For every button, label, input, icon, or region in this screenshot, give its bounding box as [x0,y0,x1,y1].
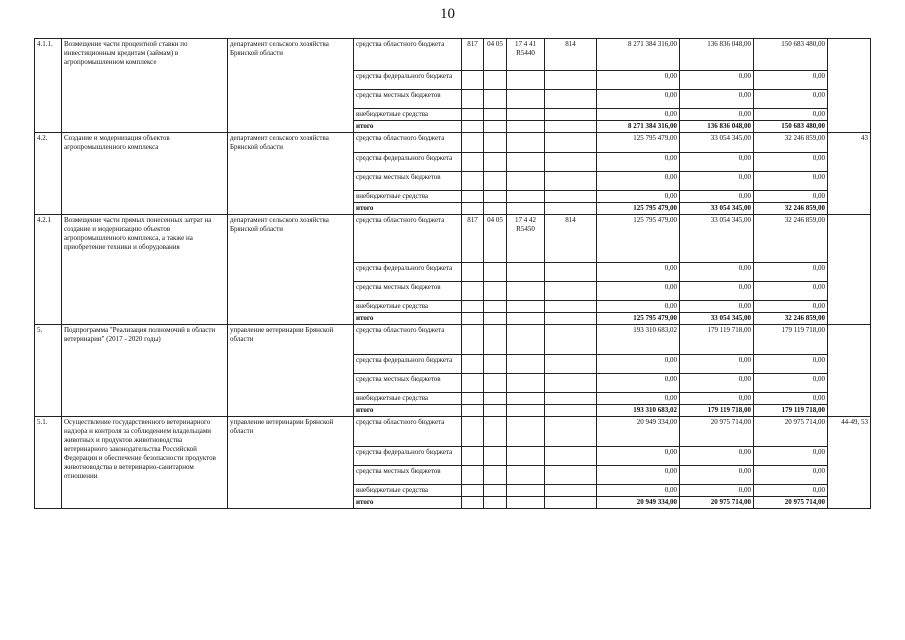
amount-cell: 0,00 [597,90,680,109]
code-cell [507,355,545,374]
code-cell [462,282,484,301]
code-cell [462,301,484,313]
code-cell: 17 4 42 R5450 [507,215,545,263]
amount-cell: 0,00 [680,191,754,203]
amount-cell: 8 271 384 316,00 [597,39,680,71]
code-cell [545,313,597,325]
code-cell [462,466,484,485]
code-cell [507,191,545,203]
amount-cell: 179 119 718,00 [754,325,828,355]
amount-cell: 32 246 859,00 [754,203,828,215]
code-cell [462,153,484,172]
code-cell [484,282,507,301]
code-cell [462,405,484,417]
table-row [35,417,871,447]
code-cell [484,203,507,215]
amount-cell: 0,00 [597,191,680,203]
code-cell [507,405,545,417]
amount-cell: 179 119 718,00 [754,405,828,417]
amount-cell: 125 795 479,00 [597,215,680,263]
funding-source-cell: средства местных бюджетов [354,90,462,109]
code-cell [484,301,507,313]
code-cell [507,417,545,447]
code-cell [462,355,484,374]
code-cell [484,191,507,203]
amount-cell: 0,00 [597,485,680,497]
code-cell [545,355,597,374]
amount-cell: 0,00 [754,485,828,497]
amount-cell: 125 795 479,00 [597,133,680,153]
code-cell [462,191,484,203]
funding-source-cell: средства областного бюджета [354,39,462,71]
amount-cell: 0,00 [754,90,828,109]
indicator-cell [828,325,871,417]
code-cell: 817 [462,215,484,263]
code-cell [507,466,545,485]
code-cell [507,393,545,405]
amount-cell: 0,00 [754,263,828,282]
code-cell [507,325,545,355]
code-cell [545,497,597,509]
code-cell: 814 [545,39,597,71]
activity-name-cell: Возмещение части процентной ставки по инвестиционным кредитам (займам) в агропромышленном комплексе [62,39,228,133]
amount-cell: 0,00 [597,447,680,466]
amount-cell: 0,00 [597,301,680,313]
funding-source-cell: итого [354,121,462,133]
amount-cell: 32 246 859,00 [754,313,828,325]
amount-cell: 20 975 714,00 [754,417,828,447]
funding-source-cell: средства местных бюджетов [354,172,462,191]
amount-cell: 150 683 480,00 [754,121,828,133]
amount-cell: 193 310 683,02 [597,325,680,355]
amount-cell: 0,00 [597,282,680,301]
code-cell [462,497,484,509]
code-cell [545,191,597,203]
code-cell [462,325,484,355]
amount-cell: 0,00 [597,71,680,90]
code-cell [484,405,507,417]
funding-source-cell: средства местных бюджетов [354,282,462,301]
code-cell [484,466,507,485]
code-cell [462,393,484,405]
amount-cell: 0,00 [680,71,754,90]
amount-cell: 0,00 [680,109,754,121]
row-number-cell: 4.2.1 [35,215,62,325]
amount-cell: 0,00 [754,191,828,203]
code-cell [545,485,597,497]
amount-cell: 0,00 [680,301,754,313]
indicator-cell: 44-49, 53 [828,417,871,509]
code-cell [484,393,507,405]
code-cell [507,109,545,121]
amount-cell: 0,00 [597,466,680,485]
code-cell [545,203,597,215]
funding-source-cell: средства областного бюджета [354,215,462,263]
code-cell [484,90,507,109]
funding-source-cell: средства областного бюджета [354,417,462,447]
amount-cell: 0,00 [680,374,754,393]
row-number-cell: 4.1.1. [35,39,62,133]
amount-cell: 33 054 345,00 [680,215,754,263]
executor-cell: департамент сельского хозяйства Брянской области [228,39,354,133]
code-cell [484,497,507,509]
funding-source-cell: средства федерального бюджета [354,153,462,172]
budget-table [34,38,871,509]
code-cell [462,263,484,282]
amount-cell: 0,00 [754,355,828,374]
code-cell [462,90,484,109]
amount-cell: 136 836 048,00 [680,39,754,71]
funding-source-cell: итого [354,405,462,417]
code-cell [462,121,484,133]
amount-cell: 0,00 [680,263,754,282]
amount-cell: 125 795 479,00 [597,313,680,325]
code-cell [484,172,507,191]
indicator-cell [828,215,871,325]
code-cell [545,466,597,485]
amount-cell: 0,00 [754,447,828,466]
code-cell [484,109,507,121]
amount-cell: 0,00 [680,393,754,405]
funding-source-cell: внебюджетные средства [354,301,462,313]
code-cell [484,263,507,282]
amount-cell: 0,00 [597,109,680,121]
code-cell [507,374,545,393]
code-cell: 04 05 [484,39,507,71]
code-cell [484,121,507,133]
amount-cell: 33 054 345,00 [680,203,754,215]
amount-cell: 0,00 [754,374,828,393]
amount-cell: 0,00 [754,71,828,90]
funding-source-cell: средства федерального бюджета [354,447,462,466]
amount-cell: 20 949 334,00 [597,417,680,447]
amount-cell: 0,00 [680,90,754,109]
amount-cell: 0,00 [754,282,828,301]
amount-cell: 0,00 [597,393,680,405]
funding-source-cell: внебюджетные средства [354,393,462,405]
code-cell [462,133,484,153]
indicator-cell: 43 [828,133,871,215]
code-cell [545,109,597,121]
funding-source-cell: итого [354,313,462,325]
activity-name-cell: Возмещение части прямых понесенных затрат на создание и модернизацию объектов агропромышленного комплекса, а также на приобретение техники и оборудования [62,215,228,325]
funding-source-cell: внебюджетные средства [354,109,462,121]
amount-cell: 33 054 345,00 [680,313,754,325]
table-row [35,325,871,355]
code-cell [507,90,545,109]
funding-source-cell: средства федерального бюджета [354,71,462,90]
executor-cell: управление ветеринарии Брянской области [228,325,354,417]
code-cell: 04 05 [484,215,507,263]
amount-cell: 0,00 [754,153,828,172]
code-cell: 814 [545,215,597,263]
code-cell [484,133,507,153]
page-number: 10 [440,6,455,22]
code-cell [484,417,507,447]
amount-cell: 0,00 [597,374,680,393]
amount-cell: 33 054 345,00 [680,133,754,153]
code-cell [462,313,484,325]
amount-cell: 0,00 [754,109,828,121]
amount-cell: 8 271 384 316,00 [597,121,680,133]
code-cell [507,203,545,215]
activity-name-cell: Подпрограмма "Реализация полномочий в области ветеринарии" (2017 - 2020 годы) [62,325,228,417]
code-cell [545,405,597,417]
code-cell [484,313,507,325]
code-cell [545,374,597,393]
code-cell [484,71,507,90]
activity-name-cell: Осуществление государственного ветеринарного надзора и контроля за соблюдением владельцами животных и продуктов животноводства ветеринарного законодательства Российской Федерации и обеспечение безопасности продуктов животноводства в ветеринарно-санитарном отношении [62,417,228,509]
amount-cell: 20 949 334,00 [597,497,680,509]
code-cell [507,313,545,325]
funding-source-cell: итого [354,497,462,509]
code-cell [507,133,545,153]
funding-source-cell: средства областного бюджета [354,325,462,355]
funding-source-cell: внебюджетные средства [354,485,462,497]
amount-cell: 136 836 048,00 [680,121,754,133]
executor-cell: управление ветеринарии Брянской области [228,417,354,509]
amount-cell: 0,00 [597,172,680,191]
amount-cell: 0,00 [680,355,754,374]
amount-cell: 0,00 [597,263,680,282]
code-cell [507,153,545,172]
code-cell [545,301,597,313]
code-cell [545,282,597,301]
amount-cell: 32 246 859,00 [754,215,828,263]
code-cell [507,447,545,466]
code-cell [462,203,484,215]
code-cell [545,263,597,282]
code-cell [545,90,597,109]
executor-cell: департамент сельского хозяйства Брянской области [228,133,354,215]
code-cell [484,485,507,497]
code-cell [507,121,545,133]
amount-cell: 20 975 714,00 [754,497,828,509]
amount-cell: 32 246 859,00 [754,133,828,153]
code-cell [507,263,545,282]
code-cell [484,153,507,172]
amount-cell: 0,00 [754,172,828,191]
code-cell [507,282,545,301]
code-cell [462,417,484,447]
code-cell [462,374,484,393]
amount-cell: 0,00 [680,447,754,466]
amount-cell: 125 795 479,00 [597,203,680,215]
code-cell [507,71,545,90]
code-cell: 17 4 41 R5440 [507,39,545,71]
code-cell [507,485,545,497]
code-cell [507,497,545,509]
funding-source-cell: итого [354,203,462,215]
amount-cell: 193 310 683,02 [597,405,680,417]
code-cell [545,153,597,172]
row-number-cell: 4.2. [35,133,62,215]
funding-source-cell: средства областного бюджета [354,133,462,153]
funding-source-cell: средства местных бюджетов [354,466,462,485]
amount-cell: 0,00 [597,153,680,172]
code-cell [484,355,507,374]
amount-cell: 0,00 [680,153,754,172]
amount-cell: 0,00 [680,466,754,485]
code-cell [545,133,597,153]
amount-cell: 20 975 714,00 [680,497,754,509]
amount-cell: 0,00 [597,355,680,374]
code-cell [507,172,545,191]
funding-source-cell: средства местных бюджетов [354,374,462,393]
table-row [35,133,871,153]
amount-cell: 179 119 718,00 [680,405,754,417]
code-cell [462,485,484,497]
funding-source-cell: средства федерального бюджета [354,263,462,282]
code-cell [545,172,597,191]
amount-cell: 150 683 480,00 [754,39,828,71]
code-cell [545,325,597,355]
amount-cell: 0,00 [680,282,754,301]
table-row [35,215,871,263]
executor-cell: департамент сельского хозяйства Брянской области [228,215,354,325]
code-cell [545,71,597,90]
code-cell [507,301,545,313]
code-cell [484,447,507,466]
amount-cell: 0,00 [680,485,754,497]
code-cell [545,393,597,405]
code-cell [484,374,507,393]
code-cell [462,447,484,466]
code-cell: 817 [462,39,484,71]
amount-cell: 0,00 [754,393,828,405]
amount-cell: 0,00 [754,466,828,485]
amount-cell: 20 975 714,00 [680,417,754,447]
code-cell [545,447,597,466]
indicator-cell [828,39,871,133]
code-cell [545,121,597,133]
code-cell [462,172,484,191]
row-number-cell: 5.1. [35,417,62,509]
funding-source-cell: внебюджетные средства [354,191,462,203]
code-cell [462,71,484,90]
code-cell [484,325,507,355]
amount-cell: 0,00 [754,301,828,313]
funding-source-cell: средства федерального бюджета [354,355,462,374]
amount-cell: 179 119 718,00 [680,325,754,355]
row-number-cell: 5. [35,325,62,417]
table-row [35,39,871,71]
amount-cell: 0,00 [680,172,754,191]
activity-name-cell: Создание и модернизация объектов агропромышленного комплекса [62,133,228,215]
code-cell [545,417,597,447]
code-cell [462,109,484,121]
